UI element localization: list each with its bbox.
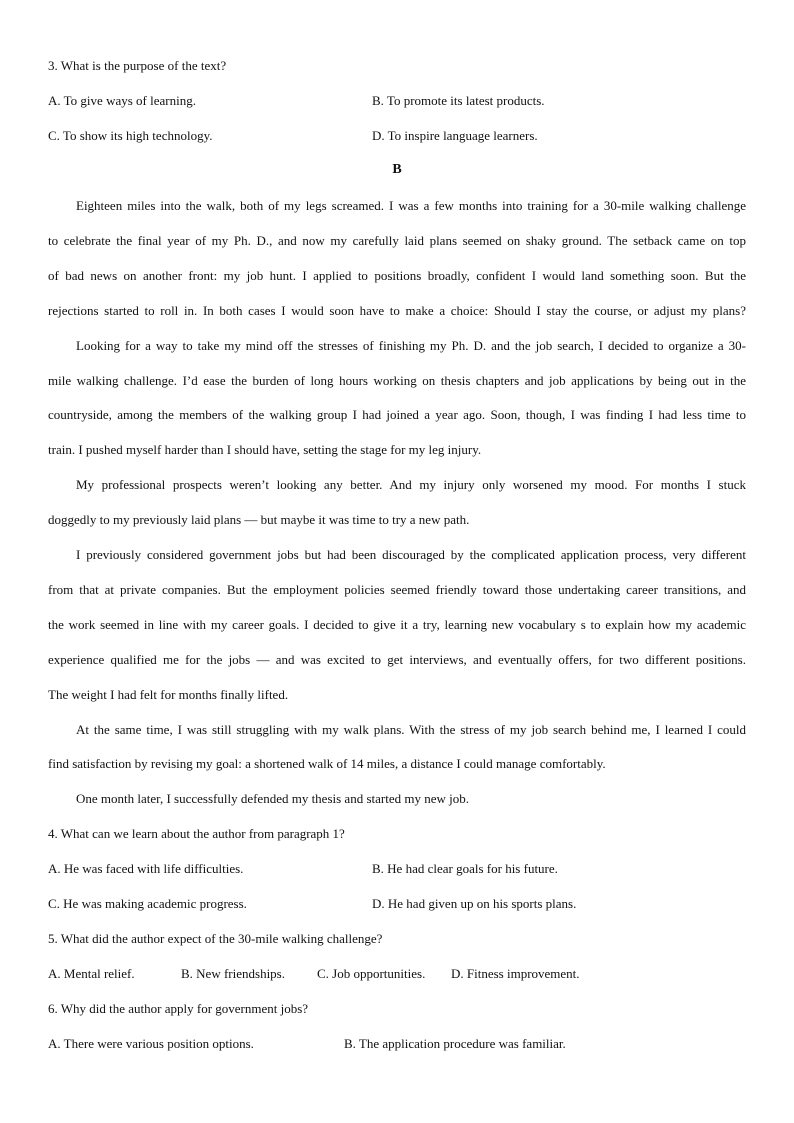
q5-option-d: D. Fitness improvement. [451, 966, 580, 981]
passage-line: to celebrate the final year of my Ph. D., and now my carefully laid plans seemed on shaky ground. The setback came on top [48, 233, 746, 248]
q3-option-a: A. To give ways of learning. [48, 93, 196, 108]
q3-option-b: B. To promote its latest products. [372, 93, 545, 108]
q4-option-d: D. He had given up on his sports plans. [372, 896, 577, 911]
passage-line: Eighteen miles into the walk, both of my legs screamed. I was a few months into training for a 30-mile walking challenge [76, 198, 746, 213]
passage-line: doggedly to my previously laid plans — but maybe it was time to try a new path. [48, 512, 470, 527]
passage-line: of bad news on another front: my job hunt. I applied to positions broadly, confident I would land something soon. But the [48, 268, 746, 283]
passage-line: find satisfaction by revising my goal: a shortened walk of 14 miles, a distance I could manage comfortably. [48, 756, 606, 771]
q3-option-c: C. To show its high technology. [48, 128, 213, 143]
q4-option-c: C. He was making academic progress. [48, 896, 247, 911]
passage-line: At the same time, I was still struggling with my walk plans. With the stress of my job search behind me, I learned I could [76, 722, 746, 737]
q5-option-a: A. Mental relief. [48, 966, 135, 981]
passage-line: from that at private companies. But the employment policies seemed friendly toward those undertaking career transitions, and [48, 582, 746, 597]
passage-line: Looking for a way to take my mind off the stresses of finishing my Ph. D. and the job search, I decided to organize a 30- [76, 338, 746, 353]
passage-line: train. I pushed myself harder than I should have, setting the stage for my leg injury. [48, 442, 482, 457]
q6-option-a: A. There were various position options. [48, 1036, 254, 1051]
passage-line: One month later, I successfully defended my thesis and started my new job. [76, 791, 469, 806]
question-4: 4. What can we learn about the author from paragraph 1? [48, 826, 345, 841]
passage-line: countryside, among the members of the walking group I had joined a year ago. Soon, though, I was finding I had less time to [48, 407, 746, 422]
q6-option-b: B. The application procedure was familiar. [344, 1036, 566, 1051]
passage-line: the work seemed in line with my career goals. I decided to give it a try, learning new vocabulary s to explain how my academic [48, 617, 746, 632]
question-6: 6. Why did the author apply for government jobs? [48, 1001, 309, 1016]
passage-line: rejections started to roll in. In both cases I would soon have to make a choice: Should I stay the course, or adjust my plans? [48, 303, 746, 318]
passage-line: mile walking challenge. I’d ease the burden of long hours working on thesis chapters and job applications by being out in the [48, 373, 746, 388]
section-heading: B [392, 162, 402, 177]
q5-option-c: C. Job opportunities. [317, 966, 426, 981]
passage-line: experience qualified me for the jobs — and was excited to get interviews, and eventually offers, for two different positions. [48, 652, 746, 667]
q3-option-d: D. To inspire language learners. [372, 128, 538, 143]
q5-option-b: B. New friendships. [181, 966, 285, 981]
passage-line: The weight I had felt for months finally lifted. [48, 687, 289, 702]
question-5: 5. What did the author expect of the 30-mile walking challenge? [48, 931, 383, 946]
q4-option-a: A. He was faced with life difficulties. [48, 861, 244, 876]
q4-option-b: B. He had clear goals for his future. [372, 861, 558, 876]
passage-line: I previously considered government jobs but had been discouraged by the complicated application process, very different [76, 547, 746, 562]
passage-line: My professional prospects weren’t looking any better. And my injury only worsened my mood. For months I stuck [76, 477, 746, 492]
question-3: 3. What is the purpose of the text? [48, 58, 227, 73]
